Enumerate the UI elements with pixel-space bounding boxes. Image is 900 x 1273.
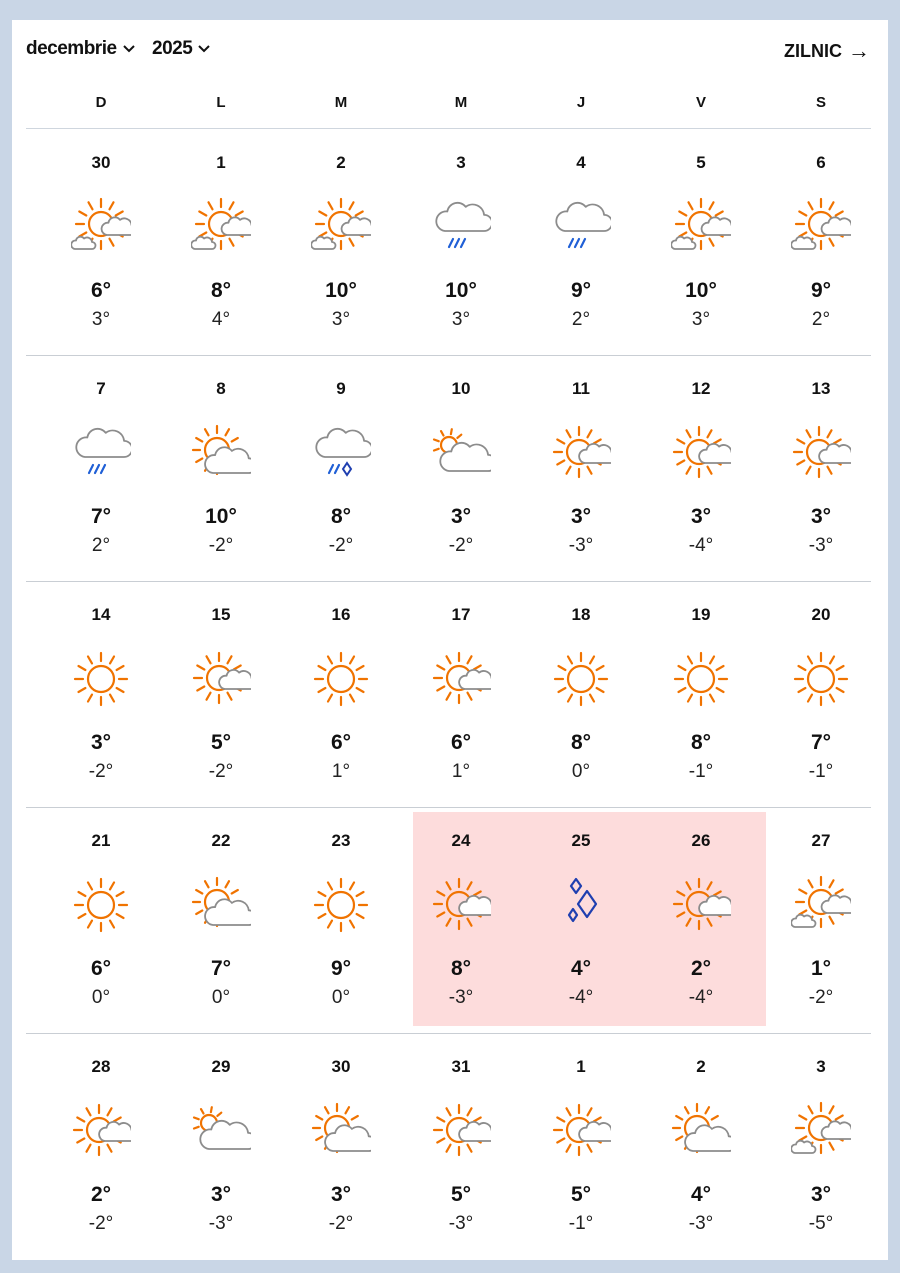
day-cell[interactable] <box>651 355 751 581</box>
day-cell[interactable] <box>51 1033 151 1259</box>
temp-max: 3° <box>570 505 592 528</box>
day-number: 9 <box>336 379 346 398</box>
day-cell[interactable] <box>531 129 631 355</box>
temp-max: 6° <box>450 731 472 754</box>
temp-min: 1° <box>331 761 351 782</box>
temp-max: 6° <box>330 731 352 754</box>
sun-small-cloud-icon <box>191 649 251 709</box>
day-number: 11 <box>572 379 590 398</box>
day-cell[interactable] <box>171 581 271 807</box>
weekday-label: M <box>454 94 468 111</box>
sun-icon <box>71 649 131 709</box>
month-selector[interactable] <box>26 38 137 60</box>
day-cell[interactable] <box>51 355 151 581</box>
temp-min: 3° <box>91 309 111 330</box>
temp-min: -1° <box>568 1213 594 1234</box>
temp-max: 4° <box>570 957 592 980</box>
temp-min: 1° <box>451 761 471 782</box>
temp-min: 0° <box>211 987 231 1008</box>
day-number: 17 <box>451 605 471 624</box>
day-cell[interactable] <box>771 355 871 581</box>
weekday-label: J <box>576 94 586 111</box>
day-number: 27 <box>811 831 831 850</box>
calendar-card <box>12 20 888 1260</box>
day-number: 31 <box>451 1057 471 1076</box>
sun-behind-cloud-icon <box>311 1101 371 1161</box>
temp-min: -2° <box>808 987 834 1008</box>
temp-min: -2° <box>88 1213 114 1234</box>
temp-min: -3° <box>448 987 474 1008</box>
day-cell[interactable] <box>291 129 391 355</box>
temp-min: 0° <box>91 987 111 1008</box>
day-cell[interactable] <box>291 807 391 1033</box>
sun-partly-cloudy-icon <box>311 197 371 257</box>
snow-ice-icon <box>551 875 611 935</box>
temp-max: 7° <box>90 505 112 528</box>
temp-max: 8° <box>210 279 232 302</box>
week-row <box>26 807 871 1034</box>
day-cell[interactable] <box>171 129 271 355</box>
day-cell[interactable] <box>171 807 271 1033</box>
weekday-header-row <box>26 80 871 129</box>
day-cell[interactable] <box>411 1033 511 1259</box>
day-number: 1 <box>576 1057 586 1076</box>
temp-max: 3° <box>210 1183 232 1206</box>
temp-max: 10° <box>205 505 237 528</box>
temp-min: -5° <box>808 1213 834 1234</box>
week-row <box>26 355 871 582</box>
temp-min: -3° <box>688 1213 714 1234</box>
sun-small-cloud-icon <box>431 875 491 935</box>
daily-view-link[interactable] <box>784 38 870 64</box>
temp-min: -2° <box>208 535 234 556</box>
daily-view-label: ZILNIC <box>784 40 842 61</box>
day-cell[interactable] <box>291 355 391 581</box>
chevron-down-icon <box>196 43 212 55</box>
temp-max: 8° <box>570 731 592 754</box>
weekday-label: V <box>695 94 706 111</box>
temp-max: 9° <box>570 279 592 302</box>
day-cell[interactable] <box>411 807 511 1033</box>
sun-icon <box>671 649 731 709</box>
temp-min: -2° <box>328 535 354 556</box>
temp-max: 5° <box>210 731 232 754</box>
sun-small-cloud-icon <box>431 649 491 709</box>
temp-min: -3° <box>808 535 834 556</box>
temp-min: 0° <box>331 987 351 1008</box>
day-cell[interactable] <box>291 581 391 807</box>
day-cell[interactable] <box>651 1033 751 1259</box>
temp-min: 4° <box>211 309 231 330</box>
day-number: 26 <box>691 831 711 850</box>
day-cell[interactable] <box>531 581 631 807</box>
day-cell[interactable] <box>771 129 871 355</box>
sun-icon <box>551 649 611 709</box>
sun-small-cloud-icon <box>551 1101 611 1161</box>
sun-small-cloud-icon <box>791 423 851 483</box>
day-number: 15 <box>211 605 231 624</box>
day-number: 3 <box>816 1057 826 1076</box>
day-cell[interactable] <box>411 581 511 807</box>
chevron-down-icon <box>121 43 137 55</box>
day-number: 2 <box>696 1057 706 1076</box>
temp-max: 4° <box>690 1183 712 1206</box>
sun-behind-cloud-icon <box>671 1101 731 1161</box>
day-number: 22 <box>211 831 231 850</box>
temp-max: 8° <box>330 505 352 528</box>
day-number: 18 <box>571 605 591 624</box>
day-number: 20 <box>811 605 831 624</box>
sun-small-cloud-icon <box>671 875 731 935</box>
day-number: 23 <box>331 831 351 850</box>
temp-max: 8° <box>690 731 712 754</box>
day-cell[interactable] <box>651 129 751 355</box>
day-number: 29 <box>211 1057 231 1076</box>
temp-min: 2° <box>811 309 831 330</box>
temp-min: -3° <box>208 1213 234 1234</box>
day-number: 21 <box>91 831 111 850</box>
day-cell[interactable] <box>291 1033 391 1259</box>
sun-partly-cloudy-icon <box>791 197 851 257</box>
year-selector[interactable] <box>152 38 212 60</box>
sun-partly-cloudy-icon <box>671 197 731 257</box>
temp-max: 3° <box>450 505 472 528</box>
temp-min: -2° <box>448 535 474 556</box>
day-cell[interactable] <box>51 129 151 355</box>
day-number: 16 <box>331 605 351 624</box>
temp-min: -4° <box>688 535 714 556</box>
mostly-cloudy-icon <box>191 1101 251 1161</box>
day-number: 19 <box>691 605 711 624</box>
day-number: 24 <box>451 831 471 850</box>
day-number: 3 <box>456 153 466 172</box>
temp-min: -2° <box>88 761 114 782</box>
temp-max: 10° <box>325 279 357 302</box>
weekday-label: S <box>815 94 826 111</box>
day-cell[interactable] <box>531 807 631 1033</box>
sun-behind-cloud-icon <box>191 423 251 483</box>
month-label: decembrie <box>26 38 117 59</box>
sun-small-cloud-icon <box>551 423 611 483</box>
year-label: 2025 <box>152 38 193 59</box>
sleet-cloud-icon <box>311 423 371 483</box>
temp-min: -3° <box>448 1213 474 1234</box>
day-number: 12 <box>691 379 711 398</box>
day-cell[interactable] <box>771 1033 871 1259</box>
temp-max: 9° <box>330 957 352 980</box>
sun-partly-cloudy-icon <box>71 197 131 257</box>
temp-min: -2° <box>328 1213 354 1234</box>
temp-max: 10° <box>685 279 717 302</box>
sun-small-cloud-icon <box>431 1101 491 1161</box>
sun-behind-cloud-icon <box>191 875 251 935</box>
temp-min: 3° <box>691 309 711 330</box>
temp-max: 7° <box>810 731 832 754</box>
temp-max: 7° <box>210 957 232 980</box>
day-cell[interactable] <box>411 129 511 355</box>
temp-min: -3° <box>568 535 594 556</box>
calendar-header <box>12 20 888 80</box>
day-number: 30 <box>331 1057 351 1076</box>
temp-min: -1° <box>808 761 834 782</box>
temp-min: -1° <box>688 761 714 782</box>
sun-icon <box>311 875 371 935</box>
day-number: 7 <box>96 379 106 398</box>
day-number: 6 <box>816 153 826 172</box>
temp-max: 8° <box>450 957 472 980</box>
sun-partly-cloudy-icon <box>791 1101 851 1161</box>
day-number: 28 <box>91 1057 111 1076</box>
temp-max: 6° <box>90 279 112 302</box>
temp-max: 1° <box>810 957 832 980</box>
day-number: 10 <box>451 379 471 398</box>
arrow-right-icon: → <box>848 38 870 63</box>
day-cell[interactable] <box>771 581 871 807</box>
sun-small-cloud-icon <box>71 1101 131 1161</box>
day-number: 4 <box>576 153 586 172</box>
temp-min: 2° <box>91 535 111 556</box>
sun-partly-cloudy-icon <box>191 197 251 257</box>
temp-max: 10° <box>445 279 477 302</box>
sun-icon <box>791 649 851 709</box>
temp-max: 3° <box>690 505 712 528</box>
weekday-label: L <box>216 94 226 111</box>
temp-max: 3° <box>810 505 832 528</box>
rain-cloud-icon <box>551 197 611 257</box>
day-number: 13 <box>811 379 831 398</box>
temp-min: 3° <box>331 309 351 330</box>
temp-max: 3° <box>810 1183 832 1206</box>
day-cell[interactable] <box>171 355 271 581</box>
sun-icon <box>71 875 131 935</box>
temp-min: -4° <box>568 987 594 1008</box>
day-number: 5 <box>696 153 706 172</box>
day-number: 30 <box>91 153 111 172</box>
week-row <box>26 1033 871 1259</box>
week-row <box>26 581 871 808</box>
day-number: 1 <box>216 153 226 172</box>
day-cell[interactable] <box>651 581 751 807</box>
temp-min: 0° <box>571 761 591 782</box>
sun-icon <box>311 649 371 709</box>
temp-min: 2° <box>571 309 591 330</box>
day-number: 14 <box>91 605 111 624</box>
week-row <box>26 129 871 356</box>
day-number: 25 <box>571 831 591 850</box>
rain-cloud-icon <box>431 197 491 257</box>
day-cell[interactable] <box>651 807 751 1033</box>
weekday-label: D <box>95 94 107 111</box>
sun-small-cloud-icon <box>671 423 731 483</box>
day-number: 8 <box>216 379 226 398</box>
day-cell[interactable] <box>531 1033 631 1259</box>
temp-max: 5° <box>450 1183 472 1206</box>
day-number: 2 <box>336 153 346 172</box>
temp-min: -4° <box>688 987 714 1008</box>
day-cell[interactable] <box>51 581 151 807</box>
day-cell[interactable] <box>411 355 511 581</box>
temp-max: 9° <box>810 279 832 302</box>
temp-min: 3° <box>451 309 471 330</box>
day-cell[interactable] <box>531 355 631 581</box>
temp-max: 2° <box>90 1183 112 1206</box>
temp-max: 3° <box>330 1183 352 1206</box>
weekday-label: M <box>334 94 348 111</box>
rain-cloud-icon <box>71 423 131 483</box>
temp-max: 3° <box>90 731 112 754</box>
temp-max: 6° <box>90 957 112 980</box>
temp-min: -2° <box>208 761 234 782</box>
day-cell[interactable] <box>771 807 871 1033</box>
day-cell[interactable] <box>171 1033 271 1259</box>
sun-partly-cloudy-icon <box>791 875 851 935</box>
temp-max: 2° <box>690 957 712 980</box>
day-cell[interactable] <box>51 807 151 1033</box>
mostly-cloudy-icon <box>431 423 491 483</box>
temp-max: 5° <box>570 1183 592 1206</box>
